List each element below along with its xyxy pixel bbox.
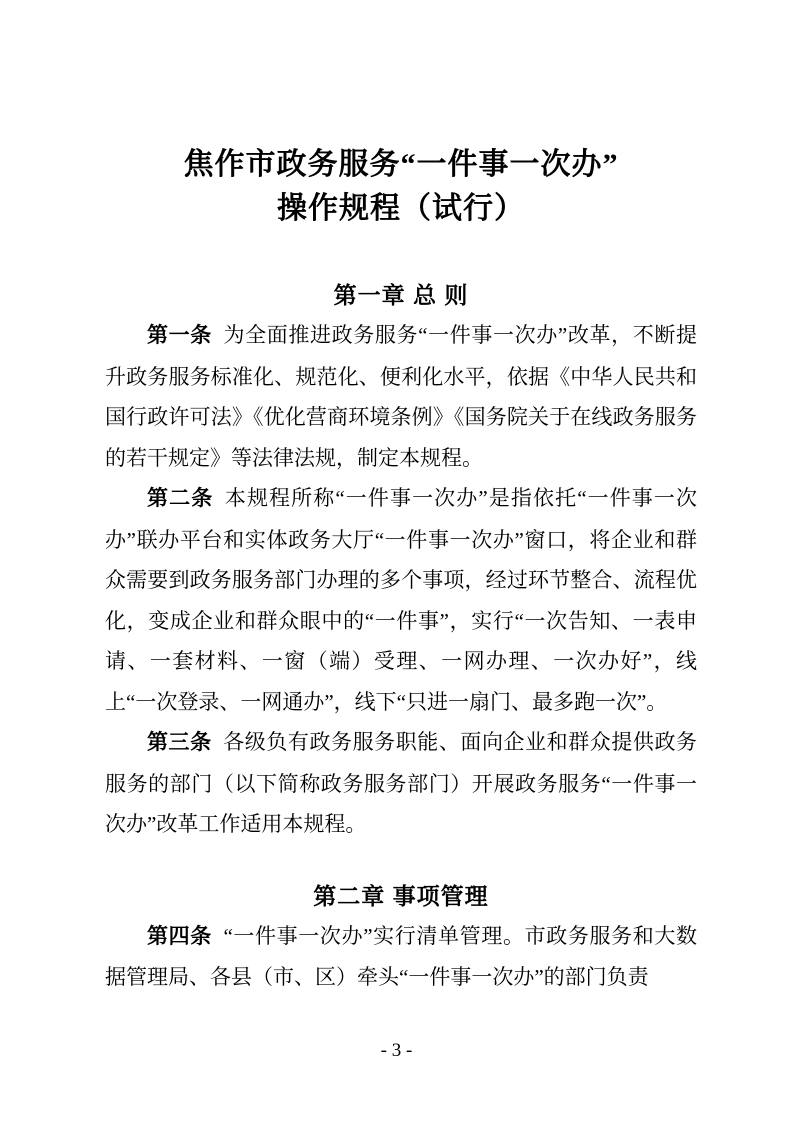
article-1-text: 为全面推进政务服务“一件事一次办”改革，不断提升政务服务标准化、规范化、便利化水平，依据《中华人民共和国行政许可法》《优化营商环境条例》《国务院关于在线政务服务的若干规定》等法律法规，制定本规程。	[105, 323, 698, 470]
article-3-number: 第三条	[147, 731, 212, 754]
chapter-1-heading: 第一章 总 则	[333, 282, 469, 308]
article-3	[105, 722, 697, 845]
article-4-text: “一件事一次办”实行清单管理。市政务服务和大数据管理局、各县（市、区）牵头“一件事一次办”的部门负责	[105, 923, 698, 989]
article-1-number: 第一条	[147, 324, 212, 347]
chapter-2-heading: 第二章 事项管理	[313, 882, 489, 909]
document-title	[105, 143, 697, 231]
title-line-2: 操作规程（试行）	[277, 192, 525, 225]
page-number: - 3 -	[380, 1040, 413, 1061]
article-2-text: 本规程所称“一件事一次办”是指依托“一件事一次办”联办平台和实体政务大厅“一件事一次办”窗口，将企业和群众需要到政务服务部门办理的多个事项，经过环节整合、流程优化，变成企业和群众眼中的“一件事”，实行“一次告知、一表申请、一套材料、一窗（端）受理、一网办理、一次办好”，线上“一次登录、一网通办”，线下“只进一扇门、最多跑一次”。	[105, 486, 698, 714]
article-4-number: 第四条	[147, 924, 212, 948]
article-2-number: 第二条	[147, 487, 214, 510]
article-2	[105, 478, 697, 722]
title-line-1: 焦作市政务服务“一件事一次办”	[183, 148, 619, 181]
article-4	[105, 916, 697, 998]
article-1	[105, 315, 697, 478]
article-3-text: 各级负有政务服务职能、面向企业和群众提供政务服务的部门（以下简称政务服务部门）开展政务服务“一件事一次办”改革工作适用本规程。	[105, 730, 698, 836]
